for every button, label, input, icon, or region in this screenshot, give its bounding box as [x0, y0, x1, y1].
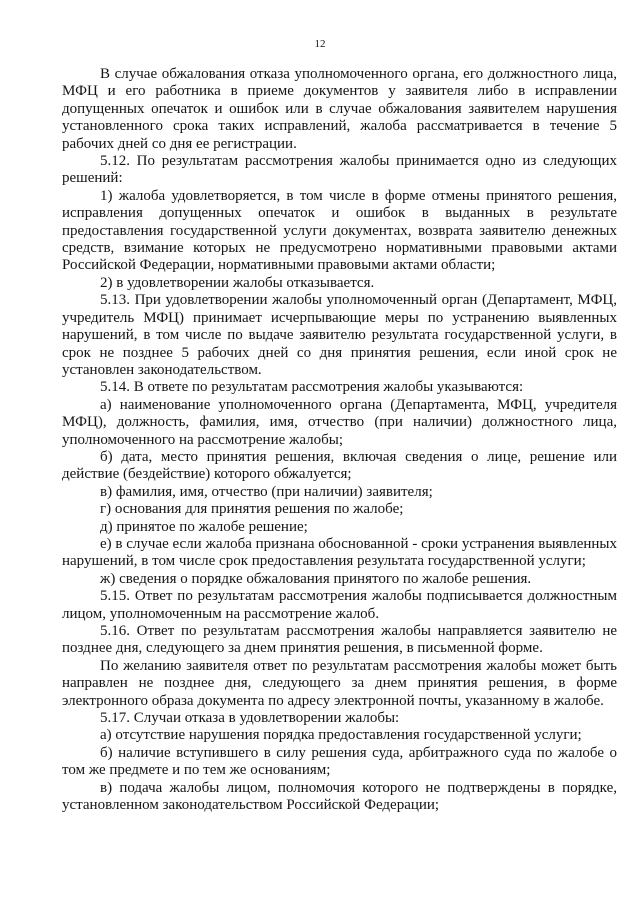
- paragraph-5-12: 5.12. По результатам рассмотрения жалобы принимается одно из следующих решений:: [62, 153, 617, 187]
- paragraph-5-14-a: а) наименование уполномоченного органа (Департамента, МФЦ, учредителя МФЦ), должность, фамилия, имя, отчество (при наличии) должностного лица, уполномоченного на рассмотрение жалобы;: [62, 396, 617, 448]
- paragraph-5-16: 5.16. Ответ по результатам рассмотрения жалобы направляется заявителю не позднее дня, следующего за днем принятия решения, в письменной форме.: [62, 623, 617, 657]
- paragraph-5-14: 5.14. В ответе по результатам рассмотрения жалобы указываются:: [100, 379, 524, 396]
- paragraph-5-14-g: г) основания для принятия решения по жалобе;: [100, 501, 404, 518]
- paragraph-5-13: 5.13. При удовлетворении жалобы уполномоченный орган (Департамент, МФЦ, учредитель МФЦ) принимает исчерпывающие меры по устранению выявленных нарушений, в том числе по выдаче заявителю результата государственной услуги, в срок не позднее 5 рабочих дней со дня принятия решения, если иной срок не установлен законодательством.: [62, 292, 617, 378]
- body-text: [62, 66, 617, 814]
- paragraph-5-17: 5.17. Случаи отказа в удовлетворении жалобы:: [100, 710, 400, 727]
- paragraph-decision-1: 1) жалоба удовлетворяется, в том числе в форме отмены принятого решения, исправления допущенных опечаток и ошибок в выданных в результате предоставления государственной услуги документах, возврата заявителю денежных средств, взимание которых не предусмотрено нормативными правовыми актами Российской Федерации, нормативными правовыми актами области;: [62, 187, 617, 274]
- paragraph-5-14-v: в) фамилия, имя, отчество (при наличии) заявителя;: [100, 483, 433, 500]
- paragraph-5-14-zh: ж) сведения о порядке обжалования принятого по жалобе решения.: [100, 570, 532, 587]
- paragraph-5-14-e: е) в случае если жалоба признана обоснованной - сроки устранения выявленных нарушений, в том числе срок предоставления результата государственной услуги;: [62, 535, 617, 570]
- paragraph-decision-2: 2) в удовлетворении жалобы отказывается.: [100, 274, 375, 291]
- paragraph-electronic-response: По желанию заявителя ответ по результатам рассмотрения жалобы может быть направлен не позднее дня, следующего за днем принятия решения, в форме электронного образа документа по адресу электронной почты, указанному в жалобе.: [62, 657, 617, 709]
- paragraph-complaint-review-term: В случае обжалования отказа уполномоченного органа, его должностного лица, МФЦ и его работника в приеме документов у заявителя либо в исправлении допущенных опечаток и ошибок или в случае обжалования заявителем нарушения установленного срока таких исправлений, жалоба рассматривается в течение 5 рабочих дней со дня ее регистрации.: [62, 66, 617, 152]
- paragraph-5-17-v: в) подача жалобы лицом, полномочия которого не подтверждены в порядке, установленном законодательством Российской Федерации;: [62, 779, 617, 814]
- paragraph-5-17-a: а) отсутствие нарушения порядка предоставления государственной услуги;: [100, 727, 582, 744]
- page-number: 12: [314, 38, 326, 50]
- paragraph-5-15: 5.15. Ответ по результатам рассмотрения жалобы подписывается должностным лицом, уполномоченным на рассмотрение жалоб.: [62, 588, 617, 622]
- paragraph-5-17-b: б) наличие вступившего в силу решения суда, арбитражного суда по жалобе о том же предмете и по тем же основаниям;: [62, 744, 617, 779]
- paragraph-5-14-d: д) принятое по жалобе решение;: [100, 518, 308, 535]
- paragraph-5-14-b: б) дата, место принятия решения, включая сведения о лице, решение или действие (бездействие) которого обжалуется;: [62, 448, 617, 483]
